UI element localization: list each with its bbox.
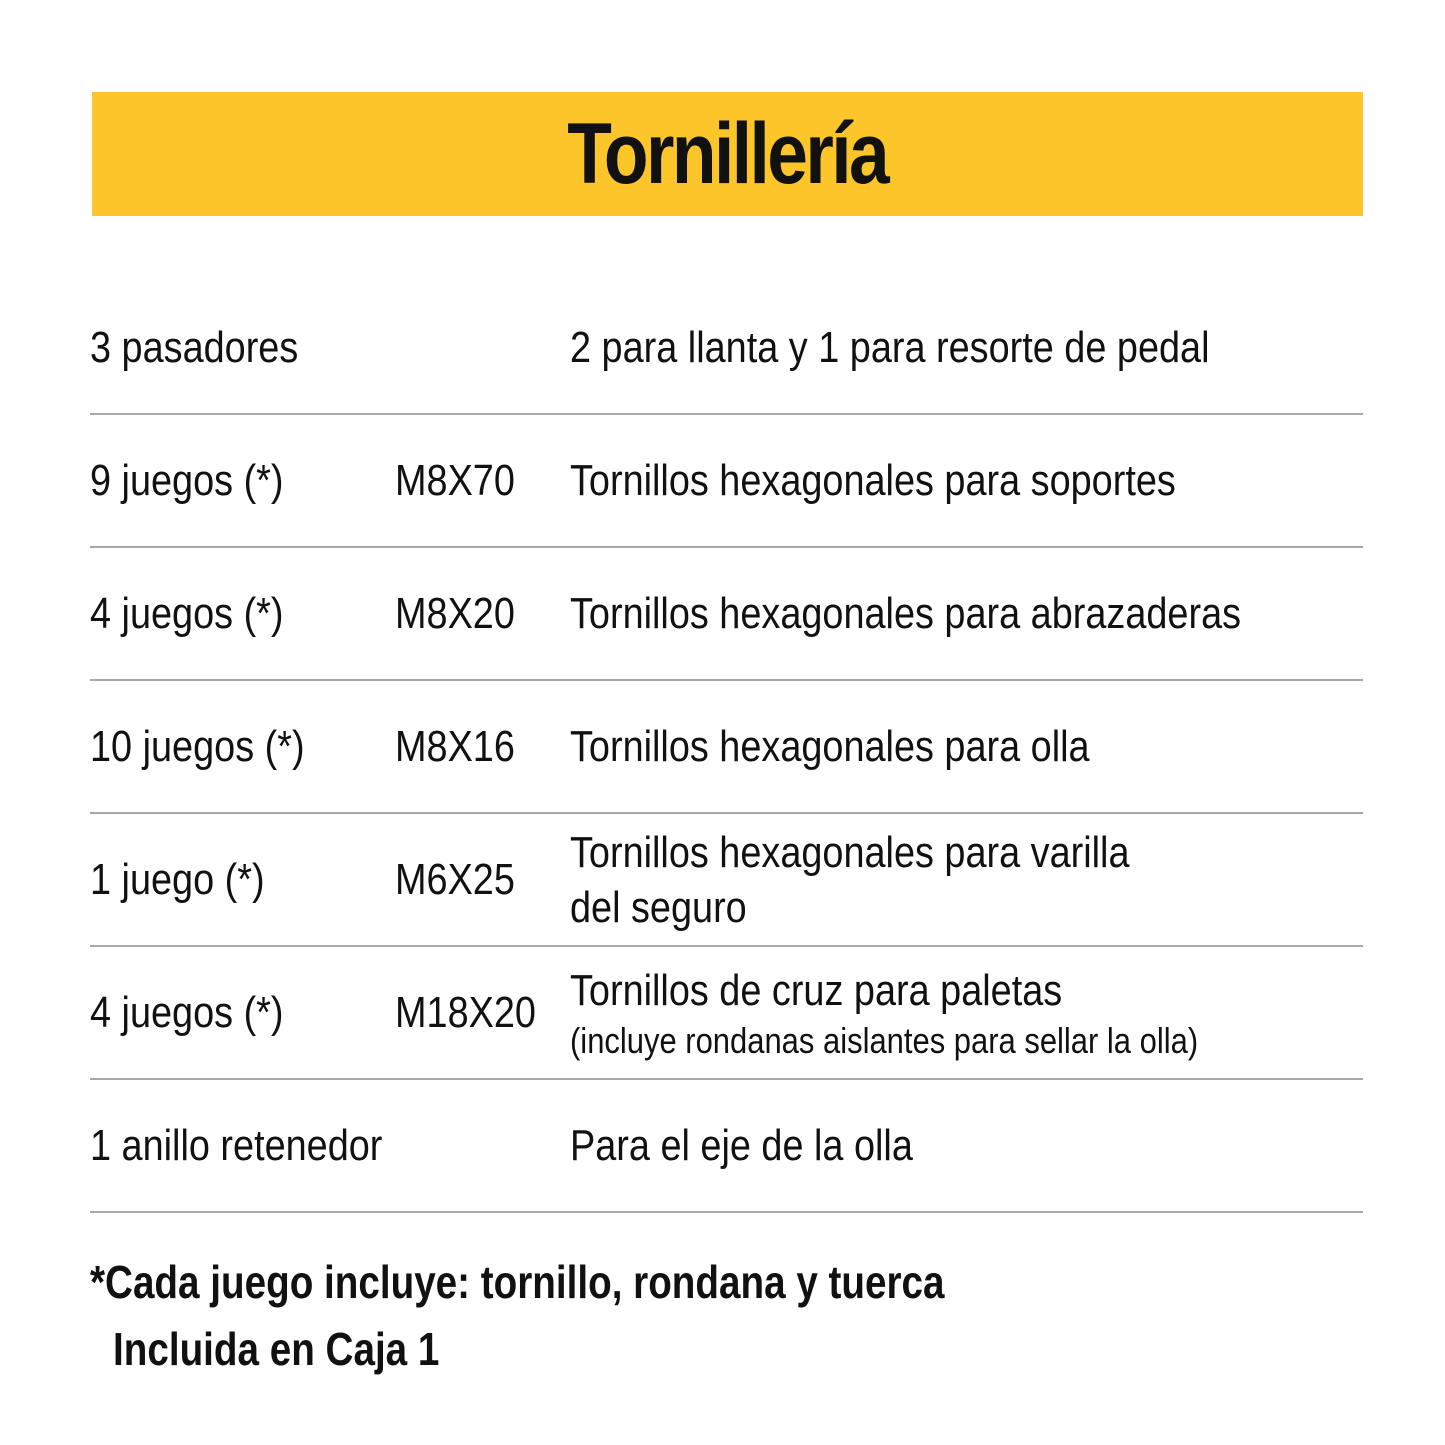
table-row	[90, 282, 1363, 415]
quantity-text: 1 juego (*)	[90, 854, 265, 904]
quantity	[90, 947, 284, 1078]
description	[570, 681, 1090, 812]
table-row	[90, 415, 1363, 548]
description-text: Tornillos hexagonales para olla	[570, 722, 1090, 771]
description-note: (incluye rondanas aislantes para sellar la olla)	[570, 1019, 1199, 1061]
description-text: Tornillos de cruz para paletas	[570, 965, 1063, 1015]
footnote: *Cada juego incluye: tornillo, rondana y tuerca	[90, 1256, 945, 1308]
size	[395, 548, 515, 679]
description-text: Tornillos hexagonales para abrazaderas	[570, 589, 1242, 638]
quantity-text: 4 juegos (*)	[90, 987, 284, 1037]
table-row	[90, 1080, 1363, 1213]
size-text: M8X70	[395, 455, 515, 505]
description	[570, 1080, 913, 1211]
quantity	[90, 681, 305, 812]
description-text: 2 para llanta y 1 para resorte de pedal	[570, 323, 1210, 372]
description	[570, 548, 1241, 679]
table-row	[90, 548, 1363, 681]
description-text: Para el eje de la olla	[570, 1121, 913, 1170]
description-text: Tornillos hexagonales para varilla	[570, 827, 1130, 877]
quantity-text: 4 juegos (*)	[90, 588, 284, 638]
size-text: M8X16	[395, 721, 515, 771]
size	[395, 681, 515, 812]
quantity	[90, 548, 284, 679]
description	[570, 947, 1198, 1078]
description	[570, 415, 1176, 546]
description	[570, 282, 1210, 413]
size-text: M8X20	[395, 588, 515, 638]
title-banner	[92, 92, 1363, 216]
quantity-text: 9 juegos (*)	[90, 455, 284, 505]
quantity-text: 3 pasadores	[90, 322, 299, 372]
quantity	[90, 1080, 382, 1211]
size	[395, 947, 536, 1078]
quantity-text: 10 juegos (*)	[90, 721, 305, 771]
description-text-2: del seguro	[570, 882, 747, 932]
size-text: M6X25	[395, 854, 515, 904]
table-row	[90, 947, 1363, 1080]
size-text: M18X20	[395, 987, 536, 1037]
quantity	[90, 814, 265, 945]
description-text: Tornillos hexagonales para soportes	[570, 456, 1176, 505]
box-note: Incluida en Caja 1	[113, 1323, 440, 1375]
size	[395, 415, 515, 546]
page-title: Tornillería	[567, 105, 888, 202]
description	[570, 814, 1130, 945]
quantity	[90, 415, 284, 546]
quantity-text: 1 anillo retenedor	[90, 1120, 383, 1170]
table-row	[90, 814, 1363, 947]
table-row	[90, 681, 1363, 814]
quantity	[90, 282, 298, 413]
size	[395, 814, 515, 945]
